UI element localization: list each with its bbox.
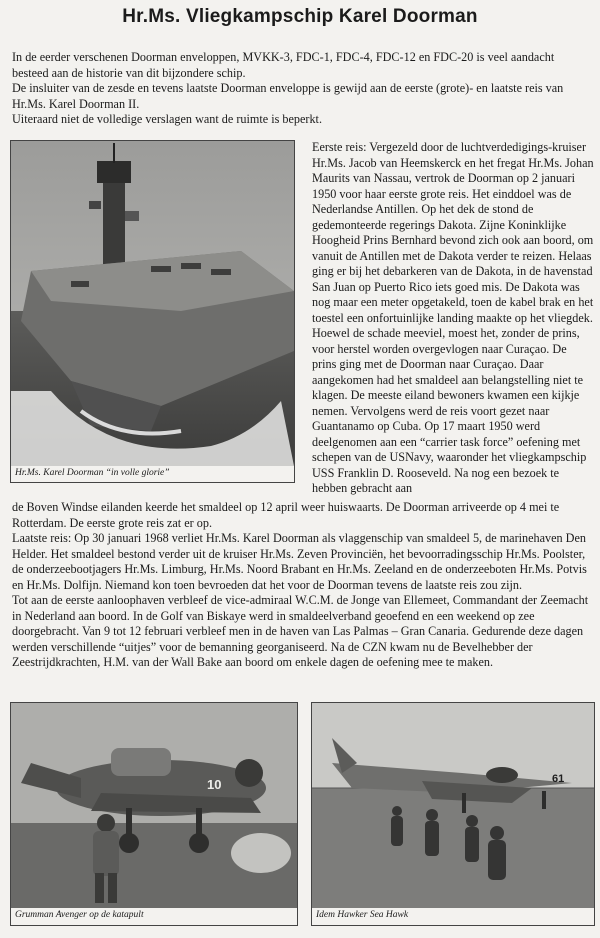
body-paragraph: de Boven Windse eilanden keerde het smaldeel op 12 april weer huiswaarts. De Doorman arriveerde op 4 mei te Rotterdam. De eerste grote reis zat er op.: [12, 500, 560, 530]
seahawk-photo: [311, 702, 595, 909]
seahawk-marking: 61: [552, 773, 565, 785]
intro-paragraph: De insluiter van de zesde en tevens laatste Doorman enveloppe is gewijd aan de eerste (grote)- en laatste reis van Hr.Ms. Karel Doorman II.: [12, 81, 564, 111]
first-voyage-column: [312, 140, 594, 497]
carrier-photo: [10, 140, 295, 467]
avenger-caption: Grumman Avenger op de katapult: [10, 908, 298, 926]
first-voyage-text: Eerste reis: Vergezeld door de luchtverdedigings-kruiser Hr.Ms. Jacob van Heemskerck en het fregat Hr.Ms. Johan Maurits van Nassau, vertrok de Doorman op 2 januari 1950 voor haar eerste grote reis. Het einddoel was de Nederlandse Antillen. Op het dek de stond de gedemonteerde regerings Dakota. Zijne Koninklijke Hoogheid Prins Bernhard bevond zich ook aan boord, om vanuit de Antillen met de Dakota verder te reizen. Helaas ging er bij het debarkeren van de Dakota, in de havenstad San Juan op Puerto Rico iets goed mis. De Dakota was nog maar een meter opgetakeld, toen de kabel brak en het toestel een onfortuinlijke landing maakte op het vliegdek. Hoewel de schade meeviel, moest het, zonder de prins, voor herstel worden overgevlogen naar Curaçao. De prins ging met de Doorman naar Curaçao. Daar aangekomen had het smaldeel aan belangstelling niet te klagen. De meeste eiland bewoners kwamen een kijkje nemen. Vervolgens werd de reis voort gezet naar Guantanamo op Cuba. Op 17 maart 1950 werd deelgenomen aan een “carrier task force” oefening met schepen van de USNavy, waaronder het vliegkampschip USS Franklin D. Rooseveld. Na nog een bezoek te hebben gebracht aan: [312, 140, 594, 495]
intro-paragraph: In de eerder verschenen Doorman enveloppen, MVKK-3, FDC-1, FDC-4, FDC-12 en FDC-20 is veel aandacht besteed aan de historie van dit bijzondere schip.: [12, 50, 555, 80]
body-paragraph: Tot aan de eerste aanloophaven verbleef de vice-admiraal W.C.M. de Jonge van Ellemeet, Commandant der Zeemacht in Nederland aan boord. In de Golf van Biskaye werd in smaldeelverband geoefend en een weekend op zee doorgebracht. Van 9 tot 12 februari verbleef men in de haven van Las Palmas – Gran Canaria. Gedurende deze dagen werden verschillende “uitjes” voor de bemanning georganiseerd. Na de CZN kwam nu de Bevelhebber der Zeestrijdkrachten, H.M. van der Wall Bake aan boord om enkele dagen de oefening mee te maken.: [12, 593, 589, 669]
carrier-caption: Hr.Ms. Karel Doorman “in volle glorie”: [10, 466, 295, 483]
intro-paragraph: Uiteraard niet de volledige verslagen want de ruimte is beperkt.: [12, 112, 322, 127]
body-paragraph: Laatste reis: Op 30 januari 1968 verliet Hr.Ms. Karel Doorman als vlaggenschip van smaldeel 5, de marinehaven Den Helder. Het smaldeel bestond verder uit de kruiser Hr.Ms. Zeven Provinciën, het bevoorradingsschip Hr.Ms. Poolster, de onderzeebootjagers Hr.Ms. Limburg, Hr.Ms. Noord Brabant en Hr.Ms. Zeeland en de onderzeeboten Hr.Ms. Potvis en Hr.Ms. Dolfijn. Niemand kon toen bevroeden dat het voor de Doorman tevens de laatste reis zou zijn.: [12, 531, 587, 592]
body-text: [12, 500, 594, 671]
seahawk-caption: Idem Hawker Sea Hawk: [311, 908, 595, 926]
page-title: Hr.Ms. Vliegkampschip Karel Doorman: [122, 6, 478, 27]
avenger-photo: [10, 702, 298, 909]
avenger-marking: 10: [207, 777, 222, 792]
intro-text: [12, 50, 592, 128]
